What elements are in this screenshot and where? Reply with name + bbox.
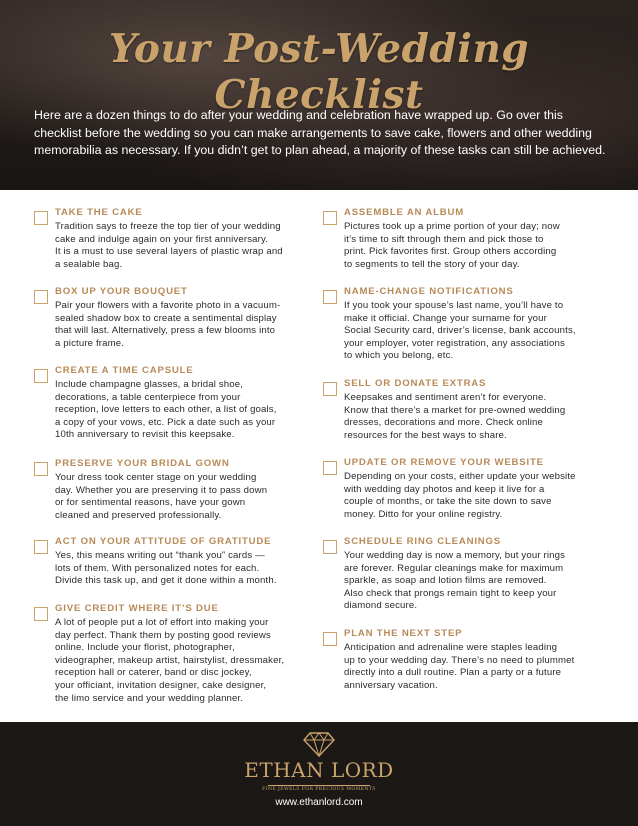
item-text: Yes, this means writing out “thank you” cards — lots of them. With personalized notes for each. Divide this task up, and get it done within a month.: [55, 550, 277, 587]
right-column: [323, 205, 595, 692]
checklist-item: [323, 534, 595, 626]
website-link[interactable]: www.ethanlord.com: [275, 797, 363, 808]
item-title: BOX UP YOUR BOUQUET: [55, 286, 188, 297]
item-text: Anticipation and adrenaline were staples leading up to your wedding day. There’s no need to plummet directly into a dull routine. Plan a party or a future anniversary vacation.: [344, 642, 575, 691]
checklist-item: [34, 284, 306, 363]
item-title: SELL OR DONATE EXTRAS: [344, 378, 487, 389]
checklist-item: [34, 601, 306, 705]
checklist-item: [34, 456, 306, 534]
checklist-item: [323, 284, 595, 376]
item-text: Your wedding day is now a memory, but your rings are forever. Regular cleanings make for maximum sparkle, as soap and lotion films are removed. Also check that prongs remain tight to keep your diamond secure.: [344, 550, 566, 612]
checkbox-icon[interactable]: [34, 369, 48, 383]
checklist-item: [34, 534, 306, 601]
checklist-item: [323, 376, 595, 455]
checklist-item: [34, 205, 306, 284]
left-column: [34, 205, 306, 705]
item-title: UPDATE OR REMOVE YOUR WEBSITE: [344, 457, 544, 468]
brand-tagline: FINE JEWELS FOR PRECIOUS MOMENTS: [262, 787, 376, 792]
checkbox-icon[interactable]: [34, 607, 48, 621]
checkbox-icon[interactable]: [34, 211, 48, 225]
item-text: Keepsakes and sentiment aren’t for everyone. Know that there’s a market for pre-owned wedding dresses, decorations and more. Check online resources for the best ways to share.: [344, 392, 566, 441]
item-title: PLAN THE NEXT STEP: [344, 628, 463, 639]
item-text: Your dress took center stage on your wedding day. Whether you are preserving it to pass down or for sentimental reasons, have your gown cleaned and preserved professionally.: [55, 472, 268, 521]
checklist-item: [34, 363, 306, 456]
checkbox-icon[interactable]: [34, 540, 48, 554]
page-title: Your Post-Wedding Checklist: [108, 26, 530, 118]
item-title: ACT ON YOUR ATTITUDE OF GRATITUDE: [55, 536, 272, 547]
item-title: NAME-CHANGE NOTIFICATIONS: [344, 286, 514, 297]
checklist-item: [323, 455, 595, 534]
checkbox-icon[interactable]: [323, 211, 337, 225]
item-title: ASSEMBLE AN ALBUM: [344, 207, 465, 218]
brand-divider: [268, 785, 370, 786]
item-title: GIVE CREDIT WHERE IT’S DUE: [55, 603, 219, 614]
item-text: Tradition says to freeze the top tier of your wedding cake and indulge again on your first anniversary. It is a must to use several layers of plastic wrap and a sealable bag.: [55, 221, 283, 270]
intro-text: Here are a dozen things to do after your wedding and celebration have wrapped up. Go over this checklist before the wedding so you can make arrangements to save cake, flowers and other wedding memorabilia as necessary. If you didn’t get to plan ahead, a majority of these tasks can still be achieved.: [34, 108, 606, 157]
item-title: CREATE A TIME CAPSULE: [55, 365, 194, 376]
diamond-icon: [303, 731, 335, 757]
item-text: Pictures took up a prime portion of your day; now it’s time to sift through them and pick those to print. Pick favorites first. Group others according to segments to tell the story of your day.: [344, 221, 560, 270]
item-text: Pair your flowers with a favorite photo in a vacuum- sealed shadow box to create a sentimental display that will last. Alternatively, press a few blooms into a picture frame.: [55, 300, 281, 349]
checkbox-icon[interactable]: [323, 632, 337, 646]
item-title: PRESERVE YOUR BRIDAL GOWN: [55, 458, 230, 469]
checkbox-icon[interactable]: [323, 461, 337, 475]
checklist-item: [323, 205, 595, 284]
item-title: SCHEDULE RING CLEANINGS: [344, 536, 501, 547]
hero-banner: [0, 0, 638, 190]
checkbox-icon[interactable]: [34, 290, 48, 304]
brand-name: ETHAN LORD: [244, 758, 394, 782]
checkbox-icon[interactable]: [323, 382, 337, 396]
checkbox-icon[interactable]: [323, 290, 337, 304]
item-text: If you took your spouse’s last name, you’ll have to make it official. Change your surname for your Social Security card, driver’s license, bank accounts, your employer, voter registration, any associations to which you belong, etc.: [344, 300, 576, 362]
checkbox-icon[interactable]: [323, 540, 337, 554]
item-text: Include champagne glasses, a bridal shoe, decorations, a table centerpiece from your reception, love letters to each other, a list of goals, a copy of your vows, etc. Pick a date such as your 10th anniversary to revisit this keepsake.: [55, 379, 277, 441]
item-title: TAKE THE CAKE: [55, 207, 143, 218]
checkbox-icon[interactable]: [34, 462, 48, 476]
item-text: A lot of people put a lot of effort into making your day perfect. Thank them by posting good reviews online. Include your florist, photographer, videographer, makeup artist, hairstylist, dressmaker, reception hall or caterer, band or disc jockey, your officiant, invitation designer, cake designer, the limo service and your wedding planner.: [55, 617, 285, 704]
item-text: Depending on your costs, either update your website with wedding day photos and keep it live for a couple of months, or take the site down to save money. Ditto for your online registry.: [344, 471, 576, 520]
footer: [0, 722, 638, 826]
checklist-item: [323, 626, 595, 692]
